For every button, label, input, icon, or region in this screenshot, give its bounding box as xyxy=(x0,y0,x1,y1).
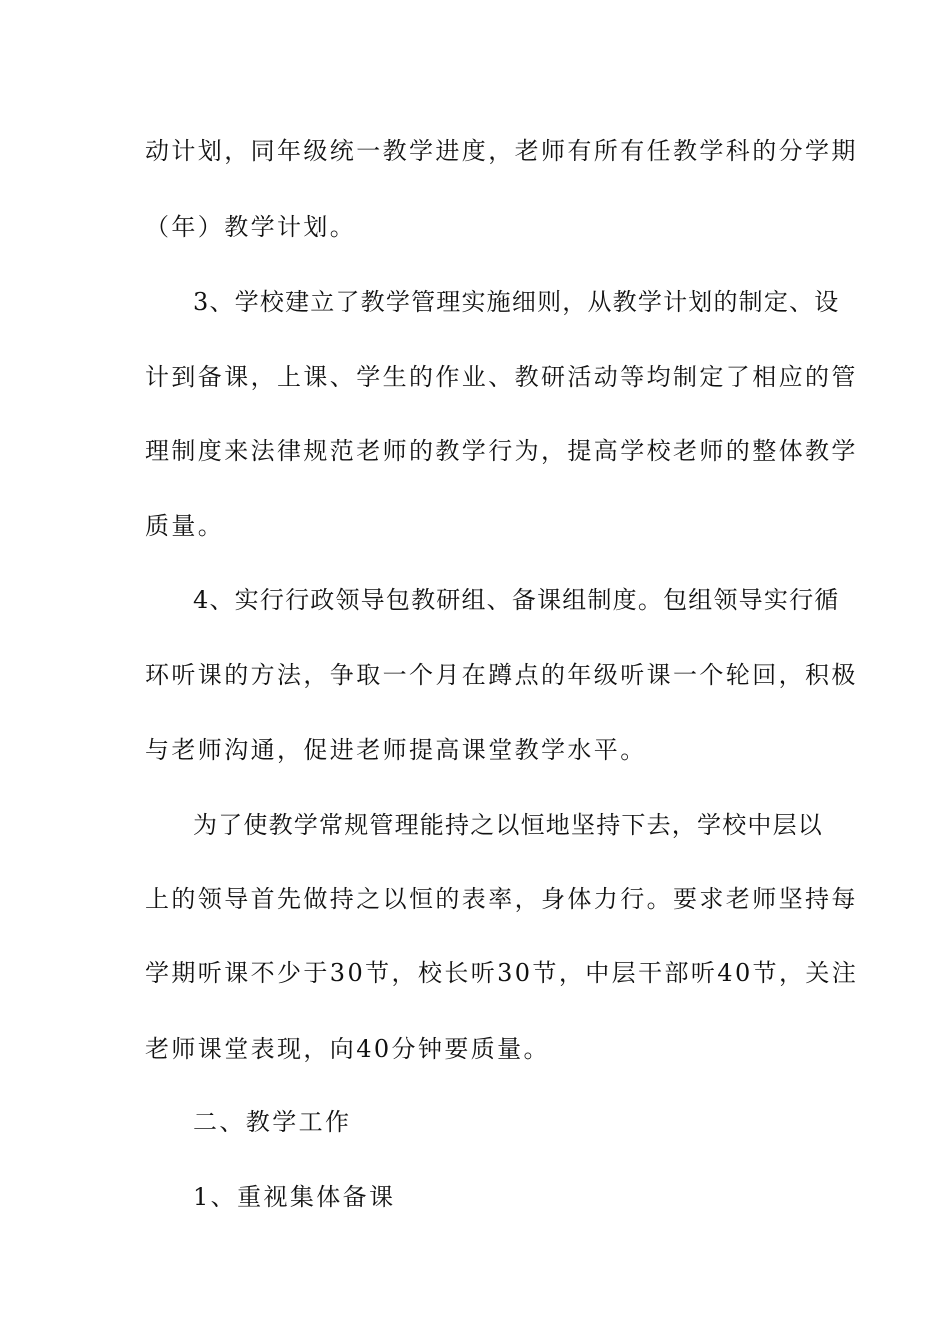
paragraph-line: 环听课的方法，争取一个月在蹲点的年级听课一个轮回，积极 xyxy=(145,661,858,689)
paragraph-line: 与老师沟通，促进老师提高课堂教学水平。 xyxy=(145,736,647,764)
paragraph-line: 动计划，同年级统一教学进度，老师有所有任教学科的分学期 xyxy=(145,137,858,165)
section-heading: 二、教学工作 xyxy=(193,1108,352,1136)
paragraph-line: （年）教学计划。 xyxy=(145,213,357,241)
paragraph-line: 老师课堂表现，向40分钟要质量。 xyxy=(145,1035,550,1063)
paragraph-line: 计到备课，上课、学生的作业、教研活动等均制定了相应的管 xyxy=(145,363,858,391)
paragraph-line: 上的领导首先做持之以恒的表率，身体力行。要求老师坚持每 xyxy=(145,885,858,913)
paragraph-line: 质量。 xyxy=(145,512,225,540)
paragraph-line: 3、学校建立了教学管理实施细则，从教学计划的制定、设 xyxy=(193,288,840,316)
subsection-heading: 1、重视集体备课 xyxy=(193,1183,396,1211)
paragraph-line: 理制度来法律规范老师的教学行为，提高学校老师的整体教学 xyxy=(145,437,858,465)
paragraph-line: 4、实行行政领导包教研组、备课组制度。包组领导实行循 xyxy=(193,586,840,614)
paragraph-line: 为了使教学常规管理能持之以恒地坚持下去，学校中层以 xyxy=(193,811,823,839)
paragraph-line: 学期听课不少于30节，校长听30节，中层干部听40节，关注 xyxy=(145,959,859,987)
